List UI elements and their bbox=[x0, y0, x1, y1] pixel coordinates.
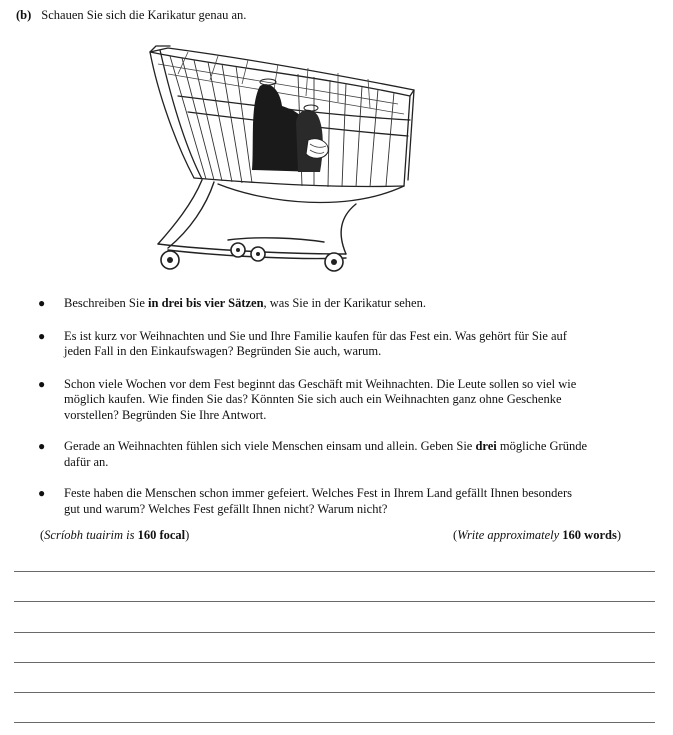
question-bullet-list bbox=[34, 296, 634, 517]
answer-line[interactable] bbox=[14, 632, 655, 633]
question-instruction: Schauen Sie sich die Karikatur genau an. bbox=[41, 8, 247, 22]
bullet-item: ● Gerade an Weihnachten fühlen sich viele Menschen einsam und allein. Geben Sie drei mögliche Gründe dafür an. bbox=[38, 439, 588, 469]
bullet-item: ● Schon viele Wochen vor dem Fest beginnt das Geschäft mit Weihnachten. Die Leute sollen so viel wie möglich kaufen. Wie finden Sie das? Könnten Sie sich auch ein Weihnachten ganz ohne Geschenke vorstellen? Begründen Sie Ihre Antwort. bbox=[38, 376, 577, 422]
answer-line[interactable] bbox=[14, 722, 655, 723]
bullet-item: ● Beschreiben Sie in drei bis vier Sätzen, was Sie in der Karikatur sehen. bbox=[38, 296, 426, 310]
bullet-item: ● Feste haben die Menschen schon immer gefeiert. Welches Fest in Ihrem Land gefällt Ihnen besonders gut und warum? Welches Fest gefällt Ihnen nicht? Warum nicht? bbox=[38, 486, 572, 516]
bullet-dot-icon: ● bbox=[38, 328, 46, 343]
bullet-dot-icon: ● bbox=[38, 296, 46, 310]
bullet-dot-icon: ● bbox=[38, 439, 46, 453]
answer-line[interactable] bbox=[14, 662, 655, 663]
word-count-english: (Write approximately 160 words) bbox=[453, 528, 621, 542]
word-count-irish: (Scríobh tuairim is 160 focal) bbox=[40, 528, 190, 542]
bullet-dot-icon: ● bbox=[38, 376, 46, 391]
bullet-item: ● Es ist kurz vor Weihnachten und Sie und Ihre Familie kaufen für das Fest ein. Was gehört für Sie auf jeden Fall in den Einkaufswagen? Begründen Sie auch, warum. bbox=[38, 328, 567, 358]
bullet-dot-icon: ● bbox=[38, 486, 46, 500]
shopping-cart-cartoon-icon bbox=[148, 44, 418, 276]
answer-line[interactable] bbox=[14, 692, 655, 693]
question-heading bbox=[16, 8, 246, 23]
answer-line[interactable] bbox=[14, 601, 655, 602]
question-label: (b) bbox=[16, 8, 32, 22]
answer-line[interactable] bbox=[14, 571, 655, 572]
